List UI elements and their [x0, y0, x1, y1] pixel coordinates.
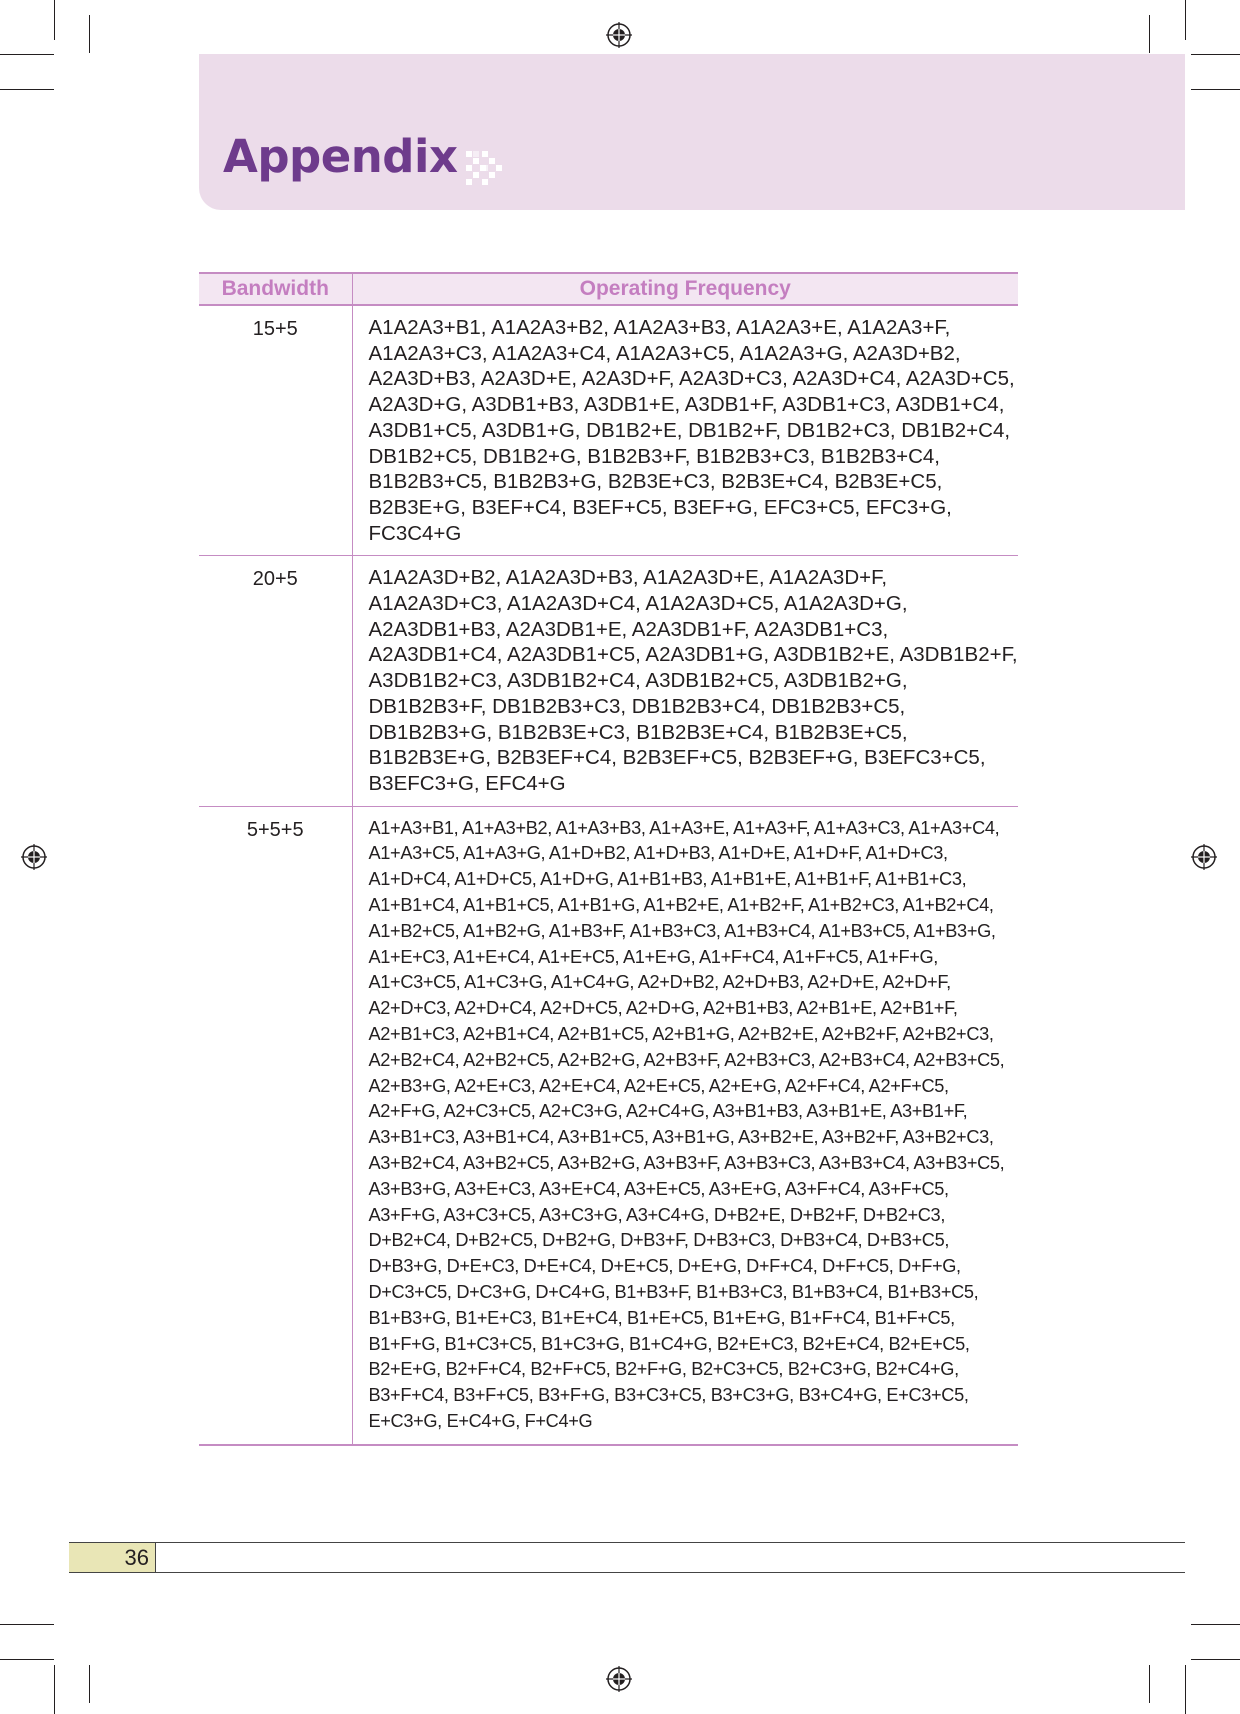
table-header-row [199, 273, 1018, 305]
footer-rule [69, 1572, 1185, 1573]
registration-mark-icon [21, 844, 47, 870]
crop-mark [1185, 1665, 1186, 1714]
page-number-box [69, 1543, 156, 1572]
frequency-cell [352, 556, 1018, 806]
crop-mark [0, 54, 54, 55]
frequency-cell [352, 806, 1018, 1445]
crop-mark [1191, 1624, 1240, 1625]
double-chevron-right-icon [464, 149, 508, 189]
crop-mark [54, 1665, 55, 1714]
column-header-operating-frequency: Operating Frequency [352, 273, 1018, 305]
bandwidth-cell: 20+5 [199, 556, 352, 806]
crop-mark [1185, 0, 1186, 40]
table-row [199, 305, 1018, 556]
frequency-list: A1+A3+B1, A1+A3+B2, A1+A3+B3, A1+A3+E, A1+A3+F, A1+A3+C3, A1+A3+C4, A1+A3+C5, A1+A3+G, A1+D+B2, A1+D+B3, A1+D+E, A1+D+F, A1+D+C3, A1+D+C4, A1+D+C5, A1+D+G, A1+B1+B3, A1+B1+E, A1+B1+F, A1+B1+C3, A1+B1+C4, A1+B1+C5, A1+B1+G, A1+B2+E, A1+B2+F, A1+B2+C3, A1+B2+C4, A1+B2+C5, A1+B2+G, A1+B3+F, A1+B3+C3, A1+B3+C4, A1+B3+C5, A1+B3+G, A1+E+C3, A1+E+C4, A1+E+C5, A1+E+G, A1+F+C4, A1+F+C5, A1+F+G, A1+C3+C5, A1+C3+G, A1+C4+G, A2+D+B2, A2+D+B3, A2+D+E, A2+D+F, A2+D+C3, A2+D+C4, A2+D+C5, A2+D+G, A2+B1+B3, A2+B1+E, A2+B1+F, A2+B1+C3, A2+B1+C4, A2+B1+C5, A2+B1+G, A2+B2+E, A2+B2+F, A2+B2+C3, A2+B2+C4, A2+B2+C5, A2+B2+G, A2+B3+F, A2+B3+C3, A2+B3+C4, A2+B3+C5, A2+B3+G, A2+E+C3, A2+E+C4, A2+E+C5, A2+E+G, A2+F+C4, A2+F+C5, A2+F+G, A2+C3+C5, A2+C3+G, A2+C4+G, A3+B1+B3, A3+B1+E, A3+B1+F, A3+B1+C3, A3+B1+C4, A3+B1+C5, A3+B1+G, A3+B2+E, A3+B2+F, A3+B2+C3, A3+B2+C4, A3+B2+C5, A3+B2+G, A3+B3+F, A3+B3+C3, A3+B3+C4, A3+B3+C5, A3+B3+G, A3+E+C3, A3+E+C4, A3+E+C5, A3+E+G, A3+F+C4, A3+F+C5, A3+F+G, A3+C3+C5, A3+C3+G, A3+C4+G, D+B2+E, D+B2+F, D+B2+C3, D+B2+C4, D+B2+C5, D+B2+G, D+B3+F, D+B3+C3, D+B3+C4, D+B3+C5, D+B3+G, D+E+C3, D+E+C4, D+E+C5, D+E+G, D+F+C4, D+F+C5, D+F+G, D+C3+C5, D+C3+G, D+C4+G, B1+B3+F, B1+B3+C3, B1+B3+C4, B1+B3+C5, B1+B3+G, B1+E+C3, B1+E+C4, B1+E+C5, B1+E+G, B1+F+C4, B1+F+C5, B1+F+G, B1+C3+C5, B1+C3+G, B1+C4+G, B2+E+C3, B2+E+C4, B2+E+C5, B2+E+G, B2+F+C4, B2+F+C5, B2+F+G, B2+C3+C5, B2+C3+G, B2+C4+G, B3+F+C4, B3+F+C5, B3+F+G, B3+C3+C5, B3+C3+G, B3+C4+G, E+C3+C5, E+C3+G, E+C4+G, F+C4+G [368, 817, 1005, 1431]
table-row [199, 556, 1018, 806]
crop-mark [1149, 1665, 1150, 1703]
page-number: 36 [124, 1545, 149, 1570]
crop-mark [0, 1659, 54, 1660]
frequency-table [199, 272, 1018, 1446]
bandwidth-cell: 15+5 [199, 305, 352, 556]
registration-mark-icon [1191, 844, 1217, 870]
crop-mark [1191, 1659, 1240, 1660]
crop-mark [89, 15, 90, 53]
header-band [199, 54, 1185, 210]
crop-mark [1149, 15, 1150, 53]
registration-mark-icon [606, 1666, 632, 1692]
column-header-bandwidth: Bandwidth [199, 273, 352, 305]
crop-mark [89, 1665, 90, 1703]
bandwidth-cell: 5+5+5 [199, 806, 352, 1445]
frequency-cell [352, 305, 1018, 556]
crop-mark [54, 0, 55, 40]
table-row [199, 806, 1018, 1445]
crop-mark [0, 89, 54, 90]
frequency-list: A1A2A3D+B2, A1A2A3D+B3, A1A2A3D+E, A1A2A3D+F, A1A2A3D+C3, A1A2A3D+C4, A1A2A3D+C5, A1A2A3D+G, A2A3DB1+B3, A2A3DB1+E, A2A3DB1+F, A2A3DB1+C3, A2A3DB1+C4, A2A3DB1+C5, A2A3DB1+G, A3DB1B2+E, A3DB1B2+F, A3DB1B2+C3, A3DB1B2+C4, A3DB1B2+C5, A3DB1B2+G, DB1B2B3+F, DB1B2B3+C3, DB1B2B3+C4, DB1B2B3+C5, DB1B2B3+G, B1B2B3E+C3, B1B2B3E+C4, B1B2B3E+C5, B1B2B3E+G, B2B3EF+C4, B2B3EF+C5, B2B3EF+G, B3EFC3+C5, B3EFC3+G, EFC4+G [368, 566, 1018, 795]
registration-mark-icon [606, 22, 632, 48]
frequency-list: A1A2A3+B1, A1A2A3+B2, A1A2A3+B3, A1A2A3+E, A1A2A3+F, A1A2A3+C3, A1A2A3+C4, A1A2A3+C5, A1A2A3+G, A2A3D+B2, A2A3D+B3, A2A3D+E, A2A3D+F, A2A3D+C3, A2A3D+C4, A2A3D+C5, A2A3D+G, A3DB1+B3, A3DB1+E, A3DB1+F, A3DB1+C3, A3DB1+C4, A3DB1+C5, A3DB1+G, DB1B2+E, DB1B2+F, DB1B2+C3, DB1B2+C4, DB1B2+C5, DB1B2+G, B1B2B3+F, B1B2B3+C3, B1B2B3+C4, B1B2B3+C5, B1B2B3+G, B2B3E+C3, B2B3E+C4, B2B3E+C5, B2B3E+G, B3EF+C4, B3EF+C5, B3EF+G, EFC3+C5, EFC3+G, FC3C4+G [368, 316, 1015, 545]
page-title: Appendix [223, 130, 458, 183]
crop-mark [0, 1624, 54, 1625]
crop-mark [1191, 89, 1240, 90]
footer-rule [69, 1542, 1185, 1543]
crop-mark [1191, 54, 1240, 55]
